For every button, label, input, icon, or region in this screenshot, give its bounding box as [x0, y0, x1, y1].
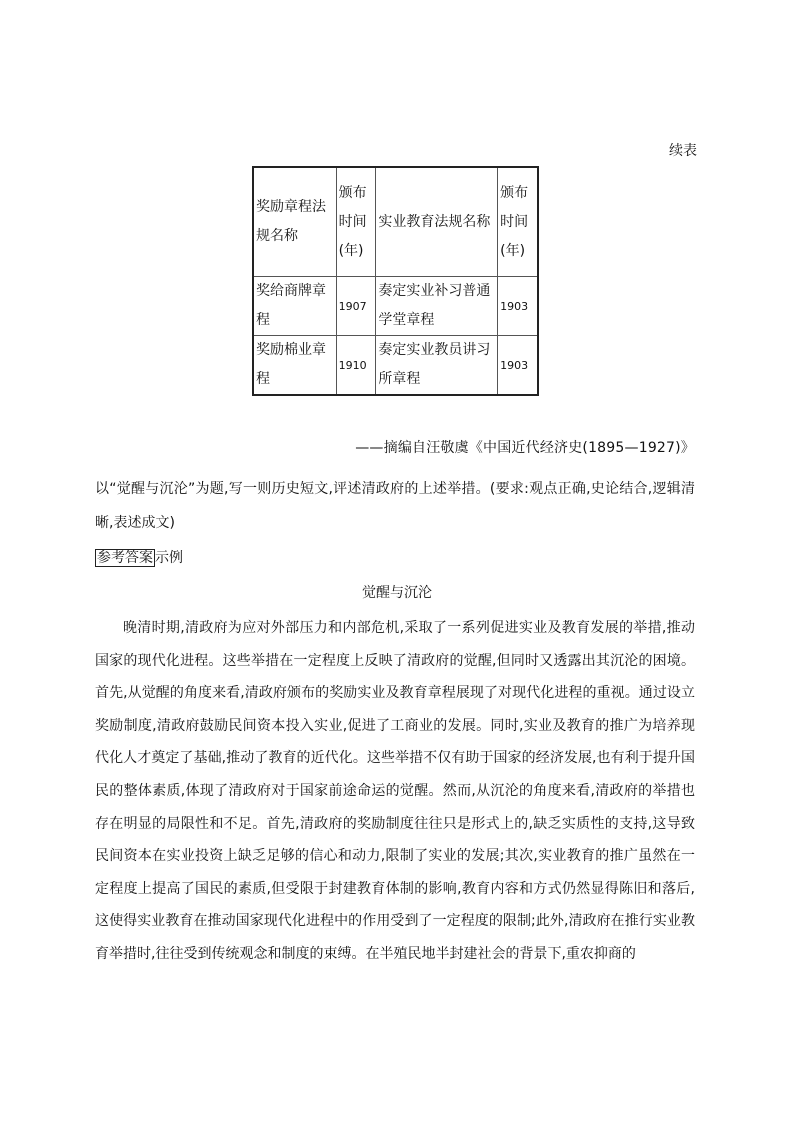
table-cell: 1907: [336, 277, 376, 336]
table-cell: 1910: [336, 336, 376, 396]
header-reward-regulation-name: 奖励章程法规名称: [253, 167, 336, 277]
source-citation: ——摘编自汪敬虞《中国近代经济史(1895—1927)》: [355, 440, 695, 456]
table-row: [253, 277, 538, 336]
header-education-regulation-name: 实业教育法规名称: [376, 167, 498, 277]
table-cell: 奏定实业补习普通学堂章程: [376, 277, 498, 336]
table-cell: 1903: [498, 277, 538, 336]
table-cell: 奖给商牌章程: [253, 277, 336, 336]
table-cell: 奏定实业教员讲习所章程: [376, 336, 498, 396]
essay-title: 觉醒与沉沦: [362, 585, 432, 601]
essay-body: 晚清时期,清政府为应对外部压力和内部危机,采取了一系列促进实业及教育发展的举措,推动国家的现代化进程。这些举措在一定程度上反映了清政府的觉醒,但同时又透露出其沉沦的困境。首先,从觉醒的角度来看,清政府颁布的奖励实业及教育章程展现了对现代化进程的重视。通过设立奖励制度,清政府鼓励民间资本投入实业,促进了工商业的发展。同时,实业及教育的推广为培养现代化人才奠定了基础,推动了教育的近代化。这些举措不仅有助于国家的经济发展,也有利于提升国民的整体素质,体现了清政府对于国家前途命运的觉醒。然而,从沉沦的角度来看,清政府的举措也存在明显的局限性和不足。首先,清政府的奖励制度往往只是形式上的,缺乏实质性的支持,这导致民间资本在实业投资上缺乏足够的信心和动力,限制了实业的发展;其次,实业教育的推广虽然在一定程度上提高了国民的素质,但受限于封建教育体制的影响,教育内容和方式仍然显得陈旧和落后,这使得实业教育在推动国家现代化进程中的作用受到了一定程度的限制;此外,清政府在推行实业教育举措时,往往受到传统观念和制度的束缚。在半殖民地半封建社会的背景下,重农抑商的: [95, 620, 695, 962]
table-cell: 1903: [498, 336, 538, 396]
answer-tag: 参考答案: [97, 550, 153, 566]
answer-example-label: 示例: [155, 550, 183, 566]
table-row: [253, 336, 538, 396]
regulations-table: [252, 166, 539, 396]
continued-label: 续表: [669, 143, 697, 159]
answer-heading: [95, 546, 183, 570]
table-header-row: [253, 167, 538, 277]
table-cell: 奖励棉业章程: [253, 336, 336, 396]
question-prompt: 以“觉醒与沉沦”为题,写一则历史短文,评述清政府的上述举措。(要求:观点正确,史论结合,逻辑清晰,表述成文): [95, 481, 695, 531]
header-issue-year-1: 颁布时间(年): [336, 167, 376, 277]
header-issue-year-2: 颁布时间(年): [498, 167, 538, 277]
